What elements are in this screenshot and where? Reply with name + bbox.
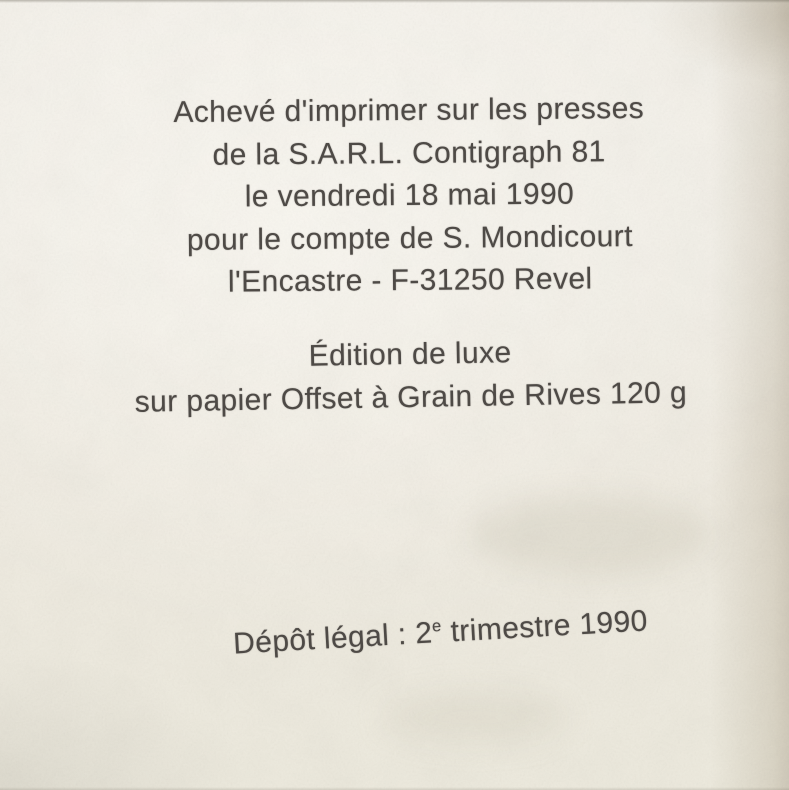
colophon-line: pour le compte de S. Mondicourt — [186, 219, 633, 257]
legal-suffix: trimestre 1990 — [441, 604, 649, 649]
photo-top-edge-shadow — [0, 0, 789, 3]
printing-colophon-block — [14, 87, 789, 306]
legal-deposit-line — [45, 590, 789, 676]
edition-line: Édition de luxe — [308, 336, 512, 373]
page-showthrough-smudge — [470, 495, 710, 575]
edition-block — [15, 326, 789, 426]
colophon-line: le vendredi 18 mai 1990 — [244, 177, 575, 214]
edition-line: sur papier Offset à Grain de Rives 120 g — [134, 376, 688, 419]
colophon-line: de la S.A.R.L. Contigraph 81 — [212, 134, 606, 172]
colophon-line: Achevé d'imprimer sur les presses — [173, 91, 645, 130]
legal-superscript: e — [431, 616, 443, 636]
colophon-line: l'Encastre - F-31250 Revel — [227, 262, 593, 299]
page-showthrough-smudge — [380, 690, 570, 745]
legal-prefix: Dépôt légal : 2 — [232, 616, 434, 661]
